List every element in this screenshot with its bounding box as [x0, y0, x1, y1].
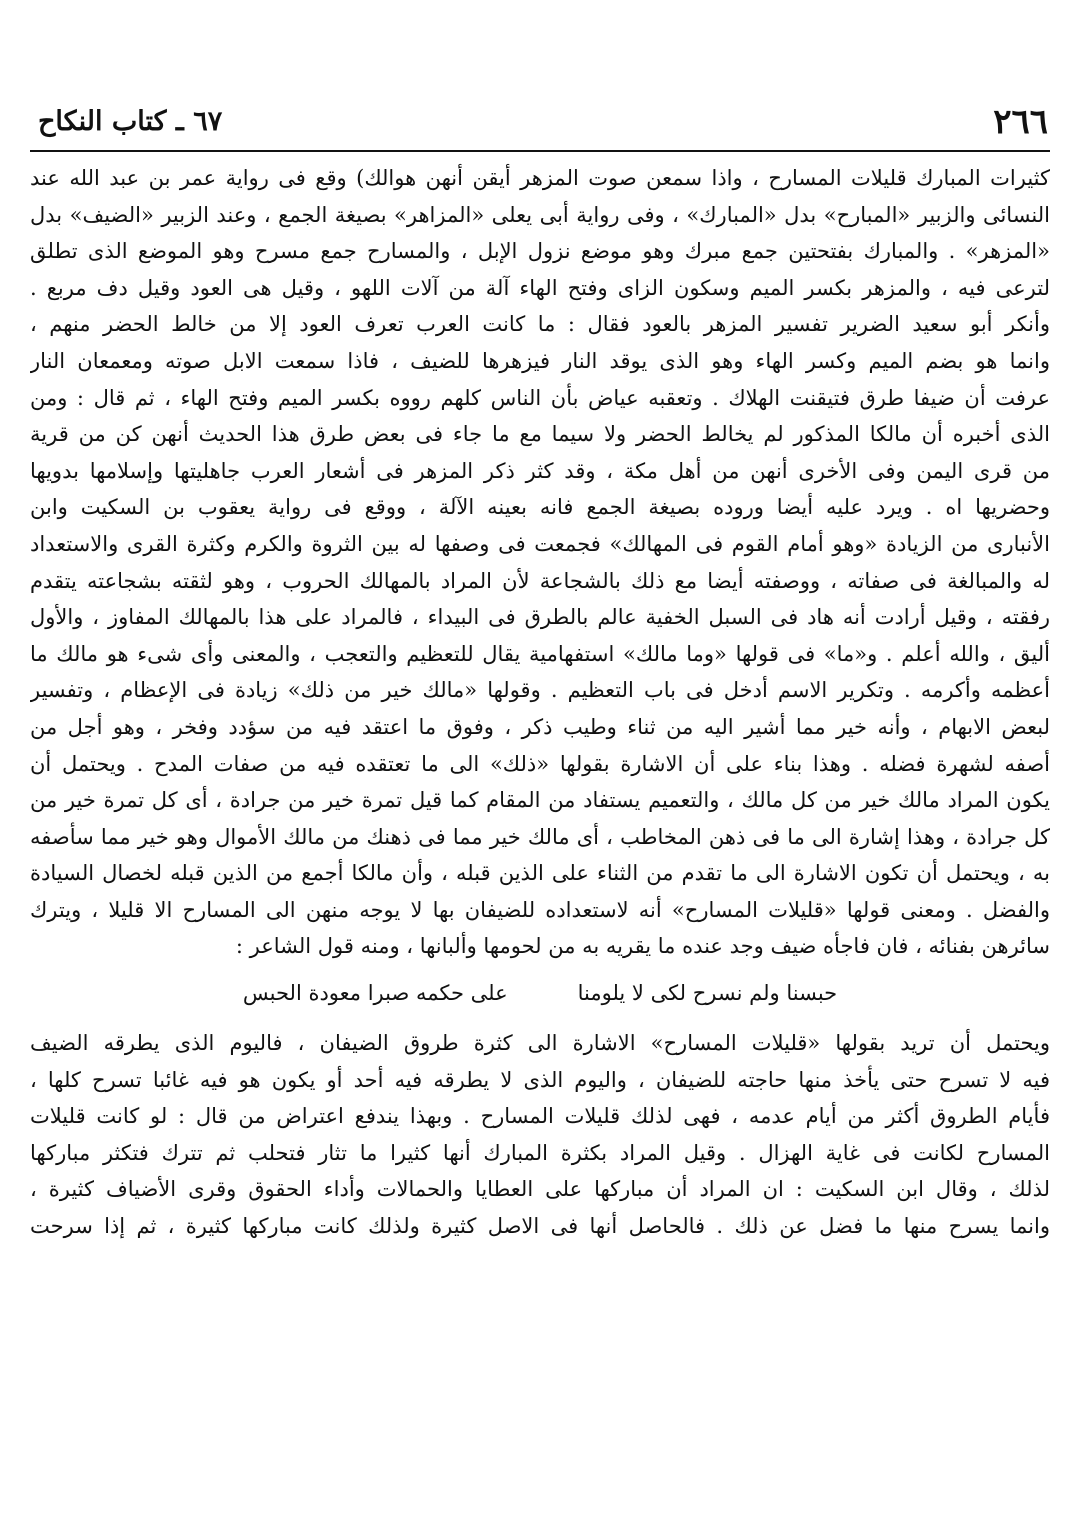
text-line: أعظمه وأكرمه . وتكرير الاسم أدخل فى باب التعظيم . وقولها «مالك خير من ذلك» زيادة فى الإعظام ، وتفسير	[30, 678, 1050, 703]
paragraph	[30, 1025, 1050, 1245]
text-line: وانما هو بضم الميم وكسر الهاء وهو الذى يوقد النار فيزهرها للضيف ، فاذا سمعت الابل صوته ومعمعان النار	[30, 348, 1050, 373]
text-line: كثيرات المبارك قليلات المسارح ، واذا سمعن صوت المزهر أيقن أنهن هوالك) وقع فى رواية عمر بن عبد الله عند	[30, 166, 1050, 190]
text-line: فيه لا تسرح حتى يأخذ منها حاجته للضيفان ، واليوم الذى لا يطرقه فيه أحد أو يكون هو فيه غائبا تسرح كلها ،	[30, 1067, 1050, 1092]
text-line: رفقته ، وقيل أرادت أنه هاد فى السبل الخفية عالم بالطرق فى البيداء ، فالمراد على هذا بالمهالك المفاوز ، والأول	[30, 605, 1050, 630]
text-line: أصفه لشهرة فضله . وهذا بناء على أن الاشارة بقولها «ذلك» الى ما تعتقده فيه من صفات المدح . ويحتمل أن	[30, 751, 1050, 776]
text-line: كل جرادة ، وهذا إشارة الى ما فى ذهن المخاطب ، أى مالك خير مما فى ذهنك من مالك الأموال وهو خير مما سأصفه	[30, 824, 1050, 849]
text-line: ويحتمل أن تريد بقولها «قليلات المسارح» الاشارة الى كثرة طروق الضيفان ، فاليوم الذى يطرقه الضيف	[30, 1031, 1050, 1056]
text-line: سائرهن بفنائه ، فان فاجأه ضيف وجد عنده ما يقريه به من لحومها وألبانها ، ومنه قول الشاعر :	[235, 934, 1050, 959]
text-line: يكون المراد مالك خير من كل مالك ، والتعميم يستفاد من المقام كما قيل تمرة خير من جرادة ، أى كل تمرة خير من	[30, 788, 1050, 813]
text-line: «المزهر» . والمبارك بفتحتين جمع مبرك وهو موضع نزول الإبل ، والمسارح جمع مسرح وهو الموضع الذى تطلق	[30, 239, 1050, 264]
text-line: وحضريها اه . ويرد عليه أيضا وروده بصيغة الجمع فانه بعينه الآلة ، ووقع فى رواية يعقوب بن السكيت وابن	[30, 495, 1050, 520]
text-line: لذلك ، وقال ابن السكيت : ان المراد أن مباركها على العطايا والحمالات وأداء الحقوق وقرى الأضياف كثيرة ،	[30, 1177, 1050, 1202]
text-line: له والمبالغة فى صفاته ، ووصفته أيضا مع ذلك بالشجاعة لأن المراد بالمهالك الحروب ، وهو لثقته بشجاعته يتقدم	[30, 568, 1050, 593]
book-page	[30, 96, 1050, 1239]
page-number: ٢٦٦	[993, 102, 1048, 142]
paragraph	[30, 160, 1050, 965]
verse-second-hemistich: على حكمه صبرا معودة الحبس	[242, 981, 508, 1006]
text-line: عرفت أن ضيفا طرق فتيقنت الهلاك . وتعقبه عياض بأن الناس كلهم رووه بكسر الميم وفتح الهاء ، ثم قال : ومن	[30, 385, 1050, 410]
text-line: من قرى اليمن وفى الأخرى أنهن من أهل مكة ، وقد كثر ذكر المزهر فى أشعار العرب جاهليتها وإسلامها بدويها	[30, 458, 1050, 483]
body-text	[30, 160, 1050, 1245]
header-rule	[30, 150, 1050, 152]
text-line: به ، ويحتمل أن تكون الاشارة الى ما تقدم من الثناء على الذين قبله ، وأن مالكا أجمع من الذين قبله لخصال السيادة	[30, 861, 1050, 886]
page-header	[30, 96, 1050, 150]
text-line: فأيام الطروق أكثر من أيام عدمه ، فهى لذلك قليلات المسارح . وبهذا يندفع اعتراض من قال : لو كانت قليلات	[30, 1104, 1050, 1129]
verse-first-hemistich: حبسنا ولم نسرح لكى لا يلومنا	[577, 981, 838, 1006]
text-line: لبعض الابهام ، وأنه خير مما أشير اليه من ثناء وطيب ذكر ، وفوق ما اعتقد فيه من سؤدد وفخر ، وهو أجل من	[30, 714, 1050, 739]
text-line: لترعى فيه ، والمزهر بكسر الميم وسكون الزاى وفتح الهاء آلة من آلات اللهو ، وقيل هى العود وقيل دف مربع .	[30, 275, 1050, 300]
text-line: والفضل . ومعنى قولها «قليلات المسارح» أنه لاستعداده للضيفان بها لا يوجه منهن الى المسارح الا قليلا ، ويترك	[30, 897, 1050, 922]
text-line: الذى أخبره أن مالكا المذكور لم يخالط الحضر ولا سيما مع ما جاء فى بعض طرق هذا الحديث أنهن كن من قرية	[30, 422, 1050, 447]
text-line: وأنكر أبو سعيد الضرير تفسير المزهر بالعود فقال : ما كانت العرب تعرف العود إلا من خالط الحضر منهم ،	[30, 312, 1050, 337]
text-line: المسارح لكانت فى غاية الهزال . وقيل المراد بكثرة المبارك أنها كثيرا ما تثار فتحلب ثم تترك فتكثر مباركها	[30, 1140, 1050, 1165]
text-line: وانما يسرح منها ما فضل عن ذلك . فالحاصل أنها فى الاصل كثيرة ولذلك كانت مباركها كثيرة ، ثم إذا سرحت	[30, 1214, 1050, 1239]
text-line: الأنبارى من الزيادة «وهو أمام القوم فى المهالك» فجمعت فى وصفها له بين الثروة والكرم وكثرة القرى والاستعداد	[30, 531, 1050, 556]
poetry-verse	[30, 975, 1050, 1011]
text-line: النسائى والزبير «المبارح» بدل «المبارك» ، وفى رواية أبى يعلى «المزاهر» بصيغة الجمع ، وعند الزبير «الضيف» بدل	[30, 202, 1050, 227]
text-line: أليق ، والله أعلم . و«ما» فى قولها «وما مالك» استفهامية يقال للتعظيم والتعجب ، والمعنى وأى شىء هو مالك ما	[30, 641, 1050, 666]
chapter-title: ٦٧ ـ كتاب النكاح	[38, 106, 223, 137]
